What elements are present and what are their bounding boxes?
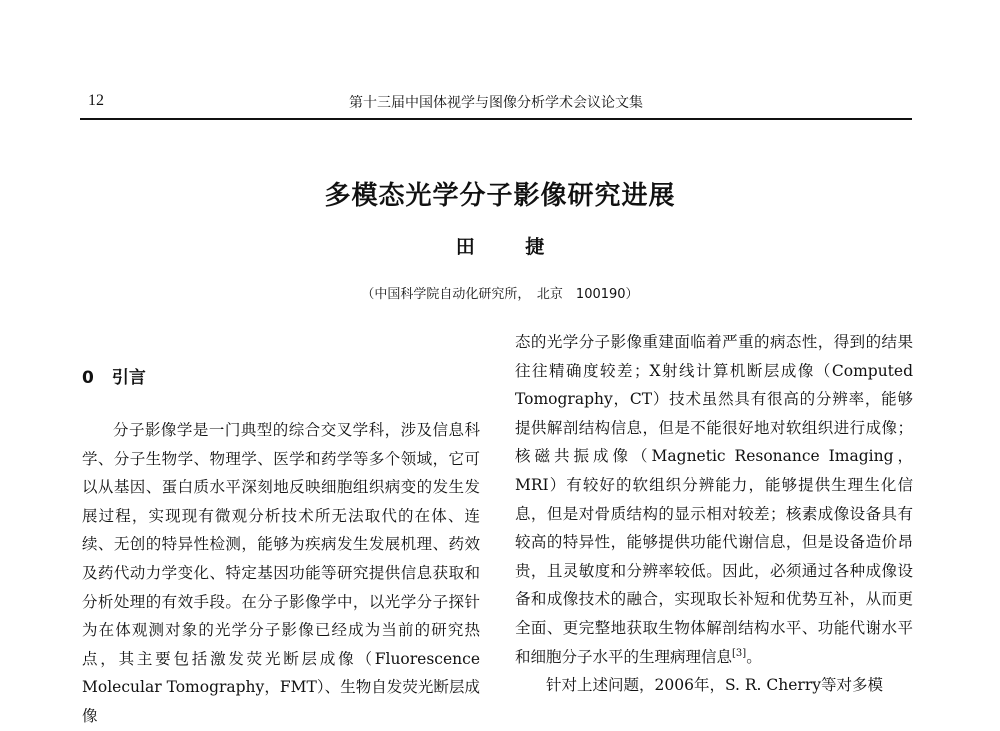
next-paragraph: 针对上述问题，2006年，S. R. Cherry等对多模 — [546, 676, 883, 695]
author-name: 田 捷 — [455, 236, 567, 258]
running-title: 第十三届中国体视学与图像分析学术会议论文集 — [349, 95, 643, 111]
intro-paragraph: 分子影像学是一门典型的综合交叉学科，涉及信息科学、分子生物学、物理学、医学和药学等多个领域，它可以从基因、蛋白质水平深刻地反映细胞组织病变的发生发展过程，实现现有微观分析技术所无法取代的在体、连续、无创的特异性检测，能够为疾病发生发展机理、药效及药代动力学变化、特定基因功能等研究提供信息获取和分析处理的有效手段。在分子影像学中，以光学分子探针为在体观测对象的光学分子影像已经成为当前的研究热点，其主要包括激发荧光断层成像（Fluorescence Molecular Tomography，FMT）、生物自发荧光断层成像 — [82, 421, 480, 725]
section-title: 引言 — [111, 368, 146, 388]
section-number: 0 — [82, 368, 94, 388]
right-column — [515, 328, 913, 700]
paragraph-end-punctuation: 。 — [746, 647, 762, 666]
running-header — [80, 92, 912, 114]
continued-paragraph-text: 态的光学分子影像重建面临着严重的病态性，得到的结果往往精确度较差；X射线计算机断层成像（Computed Tomography，CT）技术虽然具有很高的分辨率，能够提供解剖结构信息，但是不能很好地对软组织进行成像；核磁共振成像（Magnetic Resonance Imaging，MRI）有较好的软组织分辨能力，能够提供生理生化信息，但是对骨质结构的显示相对较差；核素成像设备具有较高的特异性，能够提供功能代谢信息，但是设备造价昂贵，且灵敏度和分辨率较低。因此，必须通过各种成像设备和成像技术的融合，实现取长补短和优势互补，从而更全面、更完整地获取生物体解剖结构水平、功能代谢水平和细胞分子水平的生理病理信息 — [515, 333, 913, 666]
page-number: 12 — [88, 92, 104, 109]
section-heading — [82, 363, 146, 388]
article-title: 多模态光学分子影像研究进展 — [324, 181, 676, 211]
left-column — [82, 416, 480, 731]
continued-paragraph — [515, 328, 913, 671]
author-affiliation: （中国科学院自动化研究所， 北京 100190） — [361, 287, 639, 302]
header-rule — [80, 118, 912, 120]
citation-marker: [3] — [732, 647, 747, 659]
